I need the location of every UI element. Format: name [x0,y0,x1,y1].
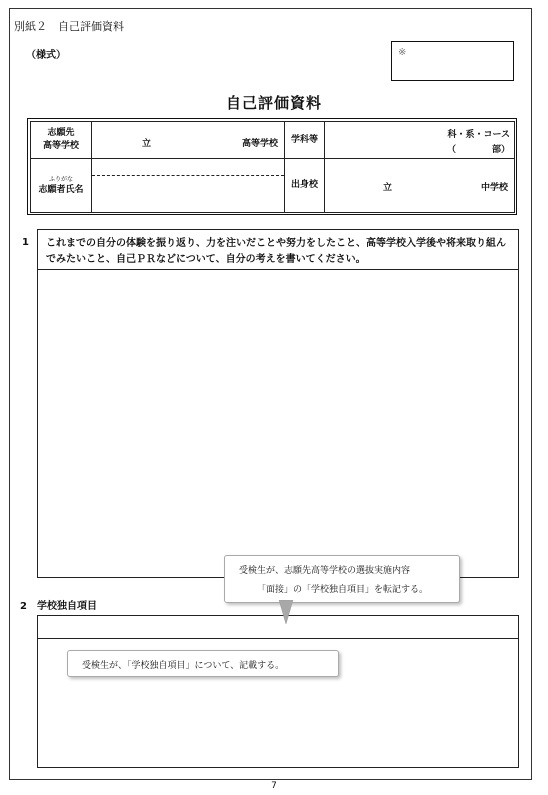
callout-pointer-icon [278,600,294,626]
instruction-callout-describe: 受検生が、「学校独自項目」について、記載する。 [67,650,339,677]
origin-suffix: 中学校 [480,183,508,193]
section-2-heading: 2 学校独自項目 [20,601,97,612]
section-1-prompt: これまでの自分の体験を振り返り、力を注いだことや努力をしたこと、高等学校入学後や将来取り組んでみたいこと、自己ＰＲなどについて、自分の考えを書いてください。 [46,238,506,265]
department-part: （ 部） [446,145,510,155]
section-1-answer-area[interactable] [37,269,519,578]
instruction-callout-transcribe: 受検生が、志願先高等学校の選抜実施内容 「面接」の「学校独自項目」を転記する。 [224,555,460,603]
applicant-name-label: ふりがな 志願者氏名 [31,159,92,213]
department-suffix: 科・系・コース [447,130,510,140]
document-title: 自己評価資料 [225,94,322,112]
section-1-number: 1 [22,237,29,248]
applicant-name-field[interactable] [92,159,285,213]
school-suffix: 高等学校 [241,139,278,149]
origin-school-label: 出身校 [285,159,325,213]
desired-school-label: 志願先 高等学校 [31,122,92,159]
style-label: （様式） [26,50,66,61]
origin-prefix: 立 [383,183,393,193]
reference-mark: ※ [398,47,407,58]
department-label: 学科等 [285,122,325,159]
desired-school-field[interactable] [92,122,285,159]
furigana-label: ふりがな [48,175,73,183]
document-header-label: 別紙２ 自己評価資料 [14,20,124,33]
section-1-prompt-box [37,229,519,270]
official-use-box [391,41,514,81]
department-field[interactable] [325,122,515,159]
furigana-field[interactable] [92,159,284,176]
school-prefix: 立 [142,139,152,149]
applicant-info-table [27,118,517,215]
page-number: 7 [271,781,277,791]
origin-school-field[interactable] [325,159,515,213]
